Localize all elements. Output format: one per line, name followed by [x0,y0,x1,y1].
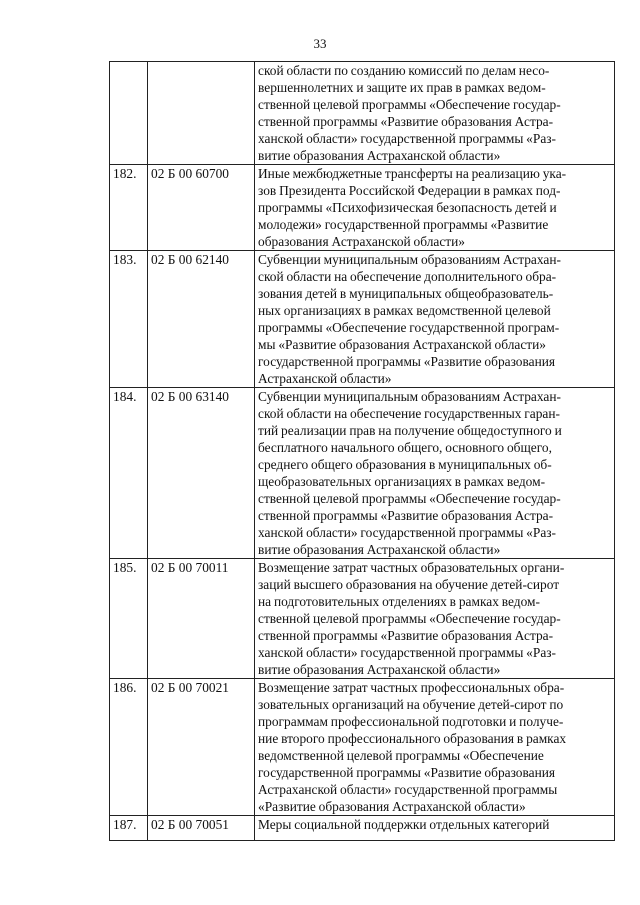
description-line: среднего общего образования в муниципальных об- [258,457,552,472]
description-line: бесплатного начального общего, основного общего, [258,440,552,455]
row-number: 184. [110,388,148,559]
description-line: государственной программы «Развитие образования [258,354,556,369]
description-line: Возмещение затрат частных профессиональных обра- [258,680,565,695]
table-row [110,251,615,388]
description-line: вершеннолетних и защите их прав в рамках ведом- [258,80,546,95]
description-line: ведомственной целевой программы «Обеспечение [258,748,544,763]
budget-code: 02 Б 00 60700 [148,165,255,251]
table-row [110,679,615,816]
row-number: 183. [110,251,148,388]
description-line: мы «Развитие образования Астраханской области» [258,337,546,352]
description-line: на подготовительных отделениях в рамках ведом- [258,594,540,609]
row-number: 186. [110,679,148,816]
description-line: ных организациях в рамках ведомственной целевой [258,303,551,318]
row-number: 185. [110,559,148,679]
description-line: Астраханской области» [258,371,392,386]
table-row [110,816,615,841]
budget-code [148,62,255,165]
row-description [255,679,615,816]
row-number [110,62,148,165]
description-line: Иные межбюджетные трансферты на реализацию ука- [258,166,567,181]
description-line: витие образования Астраханской области» [258,148,501,163]
page-number: 33 [313,36,327,51]
description-line: программы «Обеспечение государственной програм- [258,320,560,335]
description-line: ственной целевой программы «Обеспечение государ- [258,491,561,506]
table-body [110,62,615,841]
description-line: программы «Психофизическая безопасность детей и [258,200,557,215]
description-line: витие образования Астраханской области» [258,542,501,557]
description-line: ханской области» государственной программы «Раз- [258,525,557,540]
description-line: образования Астраханской области» [258,234,465,249]
description-line: щеобразовательных организациях в рамках ведом- [258,474,546,489]
row-number: 187. [110,816,148,841]
description-line: молодежи» государственной программы «Развитие [258,217,549,232]
description-line: ственной целевой программы «Обеспечение государ- [258,611,561,626]
description-line: Меры социальной поддержки отдельных категорий [258,817,550,832]
table-row [110,388,615,559]
table-row [110,165,615,251]
budget-table [109,61,615,841]
description-line: программам профессиональной подготовки и получе- [258,714,564,729]
description-line: зовательных организаций на обучение детей-сирот по [258,697,564,712]
description-line: тий реализации прав на получение общедоступного и [258,423,562,438]
budget-code: 02 Б 00 62140 [148,251,255,388]
description-line: заций высшего образования на обучение детей-сирот [258,577,560,592]
row-description [255,388,615,559]
description-line: Астраханской области» государственной программы [258,782,558,797]
description-line: государственной программы «Развитие образования [258,765,556,780]
description-line: Возмещение затрат частных образовательных органи- [258,560,565,575]
description-line: ственной программы «Развитие образования Астра- [258,114,554,129]
description-line: ханской области» государственной программы «Раз- [258,645,557,660]
budget-code: 02 Б 00 70011 [148,559,255,679]
row-description [255,165,615,251]
description-line: зов Президента Российской Федерации в рамках под- [258,183,561,198]
budget-code: 02 Б 00 70051 [148,816,255,841]
row-description [255,816,615,841]
budget-code: 02 Б 00 70021 [148,679,255,816]
description-line: ние второго профессионального образования в рамках [258,731,567,746]
description-line: ской области на обеспечение государственных гаран- [258,406,560,421]
table-row [110,559,615,679]
description-line: Субвенции муниципальным образованиям Астрахан- [258,252,561,267]
budget-code: 02 Б 00 63140 [148,388,255,559]
description-line: ской области по созданию комиссий по делам несо- [258,63,550,78]
description-line: ской области на обеспечение дополнительного обра- [258,269,557,284]
description-line: ственной программы «Развитие образования Астра- [258,628,554,643]
description-line: ственной целевой программы «Обеспечение государ- [258,97,561,112]
row-description [255,62,615,165]
description-line: зования детей в муниципальных общеобразователь- [258,286,554,301]
description-line: витие образования Астраханской области» [258,662,501,677]
row-description [255,559,615,679]
description-line: ственной программы «Развитие образования Астра- [258,508,554,523]
description-line: Субвенции муниципальным образованиям Астрахан- [258,389,561,404]
row-number: 182. [110,165,148,251]
description-line: ханской области» государственной программы «Раз- [258,131,557,146]
table-row [110,62,615,165]
row-description [255,251,615,388]
description-line: «Развитие образования Астраханской области» [258,799,526,814]
